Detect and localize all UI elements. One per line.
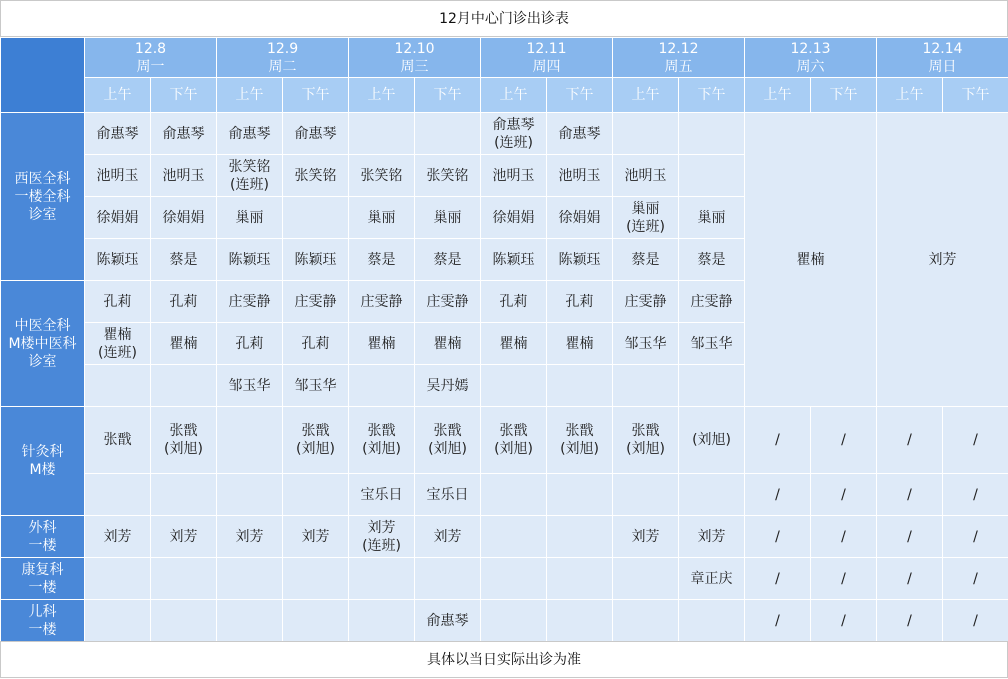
schedule-cell <box>85 558 151 600</box>
schedule-cell <box>151 516 217 558</box>
schedule-cell <box>151 600 217 642</box>
schedule-cell <box>151 155 217 197</box>
department-label-line: 康复科 <box>1 561 84 579</box>
department-label-line: 中医全科 <box>1 317 84 335</box>
doctor-name: (连班) <box>481 134 546 152</box>
schedule-cell <box>349 600 415 642</box>
schedule-cell <box>283 407 349 474</box>
schedule-cell <box>217 239 283 281</box>
schedule-cell <box>613 113 679 155</box>
closed-slash: / <box>811 474 877 516</box>
department-label-line: 一楼 <box>1 537 84 555</box>
doctor-name: 庄雯静 <box>415 293 480 311</box>
schedule-cell <box>349 239 415 281</box>
doctor-name: 陈颖珏 <box>547 251 612 269</box>
department-label <box>1 558 85 600</box>
day-weekday: 周五 <box>613 58 744 76</box>
schedule-cell <box>481 323 547 365</box>
closed-slash: / <box>943 407 1008 474</box>
schedule-cell <box>481 474 547 516</box>
doctor-name: 瞿楠 <box>151 335 216 353</box>
doctor-name: (刘旭) <box>349 440 414 458</box>
doctor-name: 宝乐日 <box>415 486 480 504</box>
schedule-cell <box>85 407 151 474</box>
doctor-name: 陈颖珏 <box>217 251 282 269</box>
doctor-name: 张戬 <box>481 422 546 440</box>
closed-slash: / <box>877 516 943 558</box>
schedule-cell <box>613 365 679 407</box>
schedule-row <box>1 516 1008 558</box>
schedule-cell <box>151 323 217 365</box>
doctor-name: 瞿楠 <box>349 335 414 353</box>
department-label <box>1 281 85 407</box>
schedule-cell <box>85 600 151 642</box>
doctor-name: 瞿楠 <box>85 326 150 344</box>
doctor-name: 俞惠琴 <box>481 116 546 134</box>
schedule-cell <box>283 365 349 407</box>
doctor-name: 巢丽 <box>217 209 282 227</box>
schedule-cell <box>283 474 349 516</box>
department-label-line: 一楼 <box>1 579 84 597</box>
department-label-line: 外科 <box>1 519 84 537</box>
day-date: 12.8 <box>85 40 216 58</box>
doctor-name: 瞿楠 <box>415 335 480 353</box>
doctor-name: 庄雯静 <box>613 293 678 311</box>
schedule-cell <box>679 558 745 600</box>
pm-header: 下午 <box>151 78 217 113</box>
doctor-name: 刘芳 <box>415 528 480 546</box>
schedule-cell <box>547 197 613 239</box>
pm-header: 下午 <box>415 78 481 113</box>
header-ampm-row <box>1 78 1008 113</box>
doctor-name: 瞿楠 <box>481 335 546 353</box>
schedule-cell <box>151 407 217 474</box>
schedule-cell <box>415 323 481 365</box>
doctor-name: (刘旭) <box>547 440 612 458</box>
schedule-row <box>1 558 1008 600</box>
pm-header: 下午 <box>811 78 877 113</box>
doctor-name: (刘旭) <box>481 440 546 458</box>
doctor-name: (刘旭) <box>679 431 744 449</box>
day-date: 12.9 <box>217 40 348 58</box>
doctor-name: 邹玉华 <box>613 335 678 353</box>
doctor-name: 孔莉 <box>481 293 546 311</box>
doctor-name: 徐娟娟 <box>547 209 612 227</box>
doctor-name: 张戬 <box>283 422 348 440</box>
schedule-cell <box>679 281 745 323</box>
am-header: 上午 <box>349 78 415 113</box>
day-weekday: 周二 <box>217 58 348 76</box>
department-label <box>1 407 85 516</box>
am-header: 上午 <box>481 78 547 113</box>
schedule-cell <box>349 558 415 600</box>
department-label-line: 一楼全科 <box>1 188 84 206</box>
doctor-name: 俞惠琴 <box>85 125 150 143</box>
closed-slash: / <box>877 600 943 642</box>
closed-slash: / <box>877 558 943 600</box>
schedule-cell <box>85 113 151 155</box>
schedule-cell <box>349 155 415 197</box>
schedule-cell <box>85 365 151 407</box>
doctor-name: 俞惠琴 <box>547 125 612 143</box>
schedule-cell <box>415 516 481 558</box>
schedule-cell <box>283 516 349 558</box>
doctor-name: 孔莉 <box>151 293 216 311</box>
schedule-cell <box>613 407 679 474</box>
schedule-cell <box>283 113 349 155</box>
schedule-cell <box>679 155 745 197</box>
schedule-cell <box>481 407 547 474</box>
closed-slash: / <box>943 600 1008 642</box>
department-label-line: M楼 <box>1 461 84 479</box>
schedule-cell <box>481 155 547 197</box>
day-header <box>85 38 217 78</box>
schedule-cell <box>547 365 613 407</box>
schedule-cell <box>151 113 217 155</box>
day-weekday: 周四 <box>481 58 612 76</box>
schedule-cell <box>613 474 679 516</box>
schedule-cell <box>679 365 745 407</box>
doctor-name: 蔡是 <box>415 251 480 269</box>
schedule-cell <box>283 323 349 365</box>
doctor-name: 张戬 <box>85 431 150 449</box>
closed-slash: / <box>811 558 877 600</box>
doctor-name: 巢丽 <box>415 209 480 227</box>
doctor-name: 陈颖珏 <box>283 251 348 269</box>
doctor-name: 孔莉 <box>547 293 612 311</box>
doctor-name: 刘芳 <box>217 528 282 546</box>
doctor-name: 孔莉 <box>217 335 282 353</box>
schedule-cell <box>415 113 481 155</box>
doctor-name: 邹玉华 <box>283 377 348 395</box>
schedule-cell <box>151 558 217 600</box>
day-date: 12.11 <box>481 40 612 58</box>
closed-slash: / <box>943 558 1008 600</box>
doctor-name: 刘芳 <box>613 528 678 546</box>
doctor-name: (刘旭) <box>613 440 678 458</box>
schedule-cell <box>283 239 349 281</box>
schedule-cell <box>481 281 547 323</box>
footer-note: 具体以当日实际出诊为准 <box>0 641 1008 678</box>
day-date: 12.14 <box>877 40 1008 58</box>
day-header <box>217 38 349 78</box>
doctor-name: 张笑铭 <box>283 167 348 185</box>
doctor-name: 瞿楠 <box>547 335 612 353</box>
department-label-line: 诊室 <box>1 353 84 371</box>
schedule-cell <box>283 558 349 600</box>
doctor-name: 蔡是 <box>679 251 744 269</box>
day-weekday: 周三 <box>349 58 480 76</box>
schedule-cell <box>283 155 349 197</box>
doctor-name: 池明玉 <box>151 167 216 185</box>
schedule-cell <box>415 600 481 642</box>
schedule-cell <box>151 474 217 516</box>
closed-slash: / <box>745 558 811 600</box>
schedule-cell <box>613 155 679 197</box>
doctor-name: 池明玉 <box>547 167 612 185</box>
doctor-name: 庄雯静 <box>679 293 744 311</box>
am-header: 上午 <box>613 78 679 113</box>
pm-header: 下午 <box>547 78 613 113</box>
day-header <box>349 38 481 78</box>
doctor-name: 陈颖珏 <box>481 251 546 269</box>
schedule-cell <box>283 197 349 239</box>
doctor-name: 俞惠琴 <box>283 125 348 143</box>
schedule-cell <box>217 155 283 197</box>
schedule-cell <box>217 323 283 365</box>
schedule-cell <box>349 474 415 516</box>
schedule-cell <box>481 197 547 239</box>
doctor-name: 陈颖珏 <box>85 251 150 269</box>
closed-slash: / <box>877 407 943 474</box>
day-date: 12.10 <box>349 40 480 58</box>
schedule-cell <box>679 407 745 474</box>
schedule-cell <box>283 281 349 323</box>
page-title: 12月中心门诊出诊表 <box>0 0 1008 37</box>
closed-slash: / <box>943 474 1008 516</box>
doctor-name: 刘芳 <box>679 528 744 546</box>
doctor-name: 徐娟娟 <box>151 209 216 227</box>
doctor-name: 张戬 <box>547 422 612 440</box>
doctor-name: 刘芳 <box>349 519 414 537</box>
schedule-cell <box>349 516 415 558</box>
schedule-cell <box>349 197 415 239</box>
doctor-name: 张戬 <box>349 422 414 440</box>
weekend-sunday-cell: 刘芳 <box>877 113 1008 407</box>
day-date: 12.13 <box>745 40 876 58</box>
schedule-cell <box>547 113 613 155</box>
schedule-cell <box>349 323 415 365</box>
doctor-name: 巢丽 <box>613 200 678 218</box>
schedule-cell <box>481 558 547 600</box>
doctor-name: 孔莉 <box>283 335 348 353</box>
department-label-line: 西医全科 <box>1 170 84 188</box>
am-header: 上午 <box>745 78 811 113</box>
schedule-cell <box>349 407 415 474</box>
doctor-name: 庄雯静 <box>217 293 282 311</box>
day-header <box>481 38 613 78</box>
doctor-name: 徐娟娟 <box>481 209 546 227</box>
closed-slash: / <box>811 600 877 642</box>
schedule-cell <box>217 281 283 323</box>
schedule-cell <box>415 474 481 516</box>
closed-slash: / <box>745 600 811 642</box>
header-date-row <box>1 38 1008 78</box>
doctor-name: 巢丽 <box>349 209 414 227</box>
schedule-cell <box>547 516 613 558</box>
schedule-cell <box>613 323 679 365</box>
schedule-table <box>0 37 1008 642</box>
schedule-cell <box>547 239 613 281</box>
schedule-cell <box>415 197 481 239</box>
schedule-cell <box>85 155 151 197</box>
schedule-cell <box>151 239 217 281</box>
schedule-cell <box>85 474 151 516</box>
doctor-name: 邹玉华 <box>679 335 744 353</box>
schedule-row <box>1 600 1008 642</box>
doctor-name: 邹玉华 <box>217 377 282 395</box>
schedule-cell <box>679 323 745 365</box>
doctor-name: 宝乐日 <box>349 486 414 504</box>
schedule-cell <box>151 365 217 407</box>
schedule-cell <box>217 365 283 407</box>
schedule-cell <box>481 600 547 642</box>
schedule-cell <box>415 558 481 600</box>
schedule-cell <box>613 197 679 239</box>
schedule-cell <box>85 323 151 365</box>
schedule-cell <box>547 474 613 516</box>
schedule-cell <box>613 281 679 323</box>
doctor-name: (刘旭) <box>415 440 480 458</box>
schedule-cell <box>547 407 613 474</box>
doctor-name: (连班) <box>613 218 678 236</box>
am-header: 上午 <box>217 78 283 113</box>
doctor-name: (刘旭) <box>283 440 348 458</box>
doctor-name: 张笑铭 <box>217 158 282 176</box>
schedule-cell <box>283 600 349 642</box>
schedule-cell <box>547 558 613 600</box>
schedule-cell <box>547 155 613 197</box>
department-label <box>1 113 85 281</box>
schedule-cell <box>679 197 745 239</box>
schedule-cell <box>217 197 283 239</box>
doctor-name: (连班) <box>85 344 150 362</box>
schedule-cell <box>613 516 679 558</box>
day-weekday: 周一 <box>85 58 216 76</box>
department-label-line: 一楼 <box>1 621 84 639</box>
doctor-name: 刘芳 <box>151 528 216 546</box>
schedule-cell <box>217 113 283 155</box>
schedule-cell <box>415 365 481 407</box>
schedule-cell <box>481 365 547 407</box>
schedule-cell <box>85 197 151 239</box>
day-header <box>613 38 745 78</box>
schedule-cell <box>85 516 151 558</box>
department-label-line: 儿科 <box>1 603 84 621</box>
doctor-name: 章正庆 <box>679 570 744 588</box>
schedule-cell <box>547 323 613 365</box>
schedule-cell <box>415 407 481 474</box>
schedule-cell <box>613 239 679 281</box>
closed-slash: / <box>811 516 877 558</box>
schedule-cell <box>415 239 481 281</box>
schedule-cell <box>613 558 679 600</box>
schedule-cell <box>85 281 151 323</box>
schedule-cell <box>217 474 283 516</box>
corner-cell <box>1 38 85 113</box>
day-date: 12.12 <box>613 40 744 58</box>
closed-slash: / <box>811 407 877 474</box>
schedule-cell <box>415 155 481 197</box>
doctor-name: 刘芳 <box>283 528 348 546</box>
doctor-name: 张笑铭 <box>349 167 414 185</box>
doctor-name: 庄雯静 <box>283 293 348 311</box>
am-header: 上午 <box>877 78 943 113</box>
schedule-cell <box>481 239 547 281</box>
department-label-line: M楼中医科 <box>1 335 84 353</box>
doctor-name: 池明玉 <box>481 167 546 185</box>
doctor-name: 池明玉 <box>613 167 678 185</box>
doctor-name: 巢丽 <box>679 209 744 227</box>
schedule-cell <box>349 281 415 323</box>
doctor-name: 张戬 <box>415 422 480 440</box>
schedule-cell <box>217 558 283 600</box>
doctor-name: 蔡是 <box>151 251 216 269</box>
schedule-cell <box>547 600 613 642</box>
closed-slash: / <box>745 474 811 516</box>
pm-header: 下午 <box>943 78 1008 113</box>
schedule-cell <box>85 239 151 281</box>
doctor-name: 张戬 <box>151 422 216 440</box>
doctor-name: 庄雯静 <box>349 293 414 311</box>
schedule-cell <box>481 113 547 155</box>
department-label-line: 针灸科 <box>1 443 84 461</box>
doctor-name: 吴丹嫣 <box>415 377 480 395</box>
schedule-cell <box>679 239 745 281</box>
schedule-cell <box>679 113 745 155</box>
weekend-saturday-cell: 瞿楠 <box>745 113 877 407</box>
closed-slash: / <box>745 516 811 558</box>
day-weekday: 周日 <box>877 58 1008 76</box>
day-header <box>877 38 1008 78</box>
am-header: 上午 <box>85 78 151 113</box>
doctor-name: 张笑铭 <box>415 167 480 185</box>
doctor-name: 蔡是 <box>349 251 414 269</box>
doctor-name: 孔莉 <box>85 293 150 311</box>
department-label <box>1 600 85 642</box>
schedule-cell <box>151 281 217 323</box>
closed-slash: / <box>943 516 1008 558</box>
schedule-cell <box>679 600 745 642</box>
day-header <box>745 38 877 78</box>
doctor-name: 池明玉 <box>85 167 150 185</box>
doctor-name: (刘旭) <box>151 440 216 458</box>
schedule-row <box>1 407 1008 474</box>
doctor-name: 俞惠琴 <box>151 125 216 143</box>
doctor-name: 刘芳 <box>85 528 150 546</box>
closed-slash: / <box>745 407 811 474</box>
schedule-cell <box>679 474 745 516</box>
schedule-row <box>1 113 1008 155</box>
schedule-row <box>1 474 1008 516</box>
doctor-name: 俞惠琴 <box>415 612 480 630</box>
schedule-cell <box>151 197 217 239</box>
schedule-cell <box>481 516 547 558</box>
schedule-cell <box>679 516 745 558</box>
schedule-cell <box>613 600 679 642</box>
schedule-cell <box>217 407 283 474</box>
doctor-name: 蔡是 <box>613 251 678 269</box>
department-label-line: 诊室 <box>1 206 84 224</box>
schedule-cell <box>217 600 283 642</box>
schedule-cell <box>547 281 613 323</box>
schedule-cell <box>349 113 415 155</box>
doctor-name: 徐娟娟 <box>85 209 150 227</box>
closed-slash: / <box>877 474 943 516</box>
doctor-name: 俞惠琴 <box>217 125 282 143</box>
department-label <box>1 516 85 558</box>
doctor-name: (连班) <box>349 537 414 555</box>
day-weekday: 周六 <box>745 58 876 76</box>
schedule-cell <box>415 281 481 323</box>
schedule-cell <box>349 365 415 407</box>
schedule-cell <box>217 516 283 558</box>
doctor-name: 张戬 <box>613 422 678 440</box>
doctor-name: (连班) <box>217 176 282 194</box>
pm-header: 下午 <box>283 78 349 113</box>
pm-header: 下午 <box>679 78 745 113</box>
